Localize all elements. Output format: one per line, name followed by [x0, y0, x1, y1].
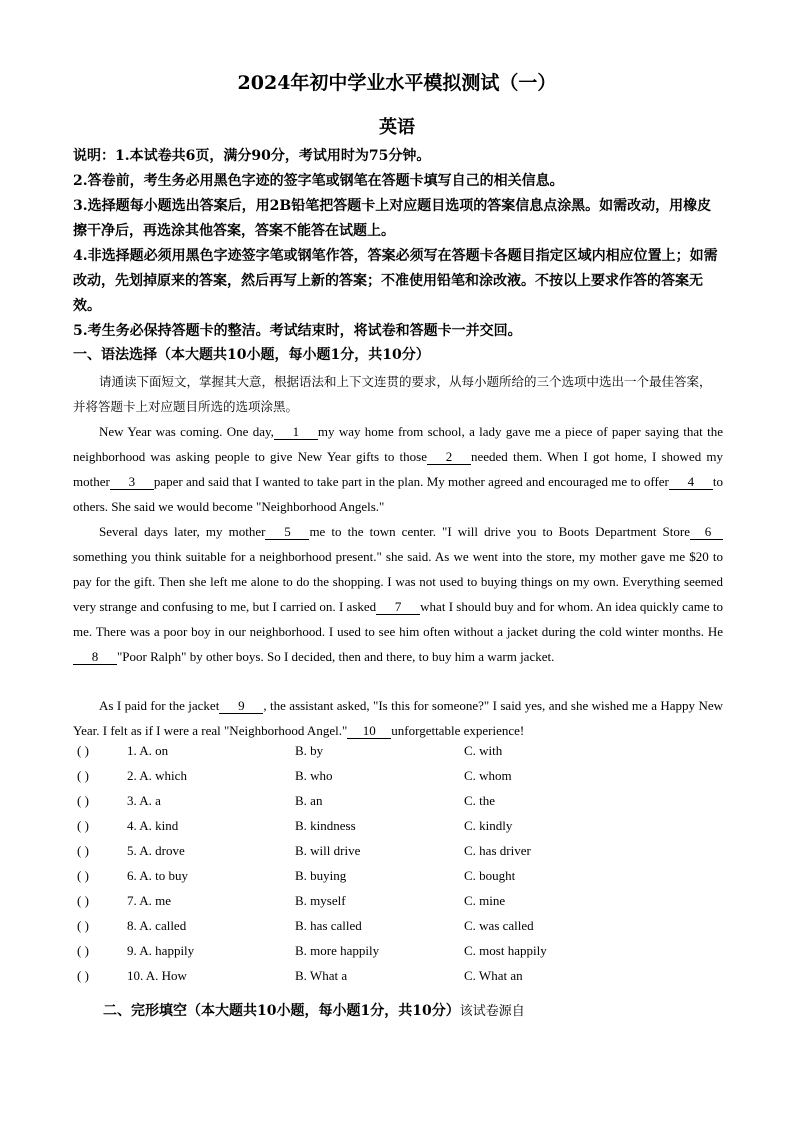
subject-title: 英语: [379, 117, 415, 138]
option-row: [73, 968, 723, 993]
option-c: C. What an: [464, 968, 523, 983]
option-row: [73, 818, 723, 843]
passage-paragraph-1: New Year was coming. One day, 1 my way home from school, a lady gave me a piece of paper saying that the neighborhood was asking people to give New Year gifts to those 2 needed them. When I got home, I showed my mother 3 paper and said that I wanted to take part in the plan. My mother agreed and encouraged me to offer 4 to others. She said we would become "Neighborhood Angels.": [73, 424, 723, 514]
section1-direction: 请通读下面短文，掌握其大意，根据语法和上下文连贯的要求，从每小题所给的三个选项中选出一个最佳答案，并将答题卡上对应题目所选的选项涂黑。: [73, 374, 712, 414]
option-c: C. the: [464, 793, 496, 808]
option-b: B. myself: [295, 893, 346, 908]
option-b: B. kindness: [295, 818, 356, 833]
option-b: B. by: [295, 743, 324, 758]
answer-bracket: ( ): [77, 793, 89, 808]
option-c: C. with: [464, 743, 503, 758]
option-a: 1. A. on: [127, 743, 169, 758]
blank-1: 1: [274, 424, 318, 440]
option-c: C. kindly: [464, 818, 513, 833]
option-a: 9. A. happily: [127, 943, 195, 958]
option-a: 10. A. How: [127, 968, 187, 983]
option-row: [73, 743, 723, 768]
option-b: B. buying: [295, 868, 347, 883]
blank-3: 3: [110, 474, 154, 490]
blank-4: 4: [669, 474, 713, 490]
passage-paragraph-2: Several days later, my mother 5 me to the town center. "I will drive you to Boots Department Store 6something you think suitable for a neighborhood present." she said. As we went into the store, my mother gave me $20 to pay for the gift. Then she left me alone to do the shopping. I was not used to buying things on my own. Everything seemed very strange and confusing to me, but I carried on. I asked 7 what I should buy and for whom. An idea quickly came to me. There was a poor boy in our neighborhood. I used to see him often without a jacket during the cold winter months. He8 "Poor Ralph" by other boys. So I decided, then and there, to buy him a warm jacket.: [73, 524, 723, 664]
option-b: B. What a: [295, 968, 348, 983]
option-b: B. an: [295, 793, 323, 808]
passage-paragraph-3: As I paid for the jacket 9 , the assistant asked, "Is this for someone?" I said yes, and she wished me a Happy New Year. I felt as if I were a real "Neighborhood Angel." 10 unforgettable experience!: [73, 698, 724, 738]
option-row: [73, 868, 723, 893]
option-c: C. was called: [464, 918, 534, 933]
blank-10: 10: [347, 723, 391, 739]
option-a: 8. A. called: [127, 918, 187, 933]
answer-bracket: ( ): [77, 968, 89, 983]
blank-8: 8: [73, 649, 117, 665]
answer-bracket: ( ): [77, 818, 89, 833]
blank-2: 2: [427, 449, 471, 465]
section2-note: 该试卷源自: [459, 1004, 525, 1019]
option-c: C. whom: [464, 768, 512, 783]
blank-7: 7: [376, 599, 420, 615]
option-row: [73, 793, 723, 818]
exam-title: 2024年初中学业水平模拟测试（一）: [237, 72, 557, 94]
answer-bracket: ( ): [77, 868, 89, 883]
option-a: 4. A. kind: [127, 818, 179, 833]
section1-heading: 一、语法选择（本大题共10小题，每小题1分，共10分）: [73, 347, 430, 363]
answer-bracket: ( ): [77, 918, 89, 933]
option-b: B. more happily: [295, 943, 380, 958]
option-b: B. will drive: [295, 843, 361, 858]
option-row: [73, 943, 723, 968]
option-row: [73, 893, 723, 918]
option-row: [73, 918, 723, 943]
option-row: [73, 843, 723, 868]
answer-bracket: ( ): [77, 743, 89, 758]
instruction-4: 4.非选择题必须用黑色字迹签字笔或钢笔作答，答案必须写在答题卡各题目指定区域内相应位置上；如需改动，先划掉原来的答案，然后再写上新的答案；不准使用铅笔和涂改液。不按以上要求作答的答案无效。: [73, 248, 718, 314]
blank-9: 9: [219, 698, 263, 714]
option-a: 3. A. a: [127, 793, 161, 808]
answer-bracket: ( ): [77, 893, 89, 908]
option-b: B. has called: [295, 918, 362, 933]
instruction-5: 5.考生务必保持答题卡的整洁。考试结束时，将试卷和答题卡一并交回。: [73, 323, 522, 339]
instruction-2: 2.答卷前，考生务必用黑色字迹的签字笔或钢笔在答题卡填写自己的相关信息。: [73, 173, 564, 189]
option-a: 7. A. me: [127, 893, 172, 908]
option-a: 2. A. which: [127, 768, 187, 783]
answer-bracket: ( ): [77, 843, 89, 858]
option-a: 6. A. to buy: [127, 868, 189, 883]
answer-bracket: ( ): [77, 943, 89, 958]
option-b: B. who: [295, 768, 333, 783]
blank-6: 6: [690, 524, 723, 540]
option-c: C. bought: [464, 868, 516, 883]
blank-5: 5: [265, 524, 309, 540]
instruction-3: 3.选择题每小题选出答案后，用2B铅笔把答题卡上对应题目选项的答案信息点涂黑。如需改动，用橡皮擦干净后，再选涂其他答案，答案不能答在试题上。: [73, 198, 712, 239]
section2-heading: 二、完形填空（本大题共10小题，每小题1分，共10分）该试卷源自: [103, 1003, 525, 1019]
option-c: C. mine: [464, 893, 506, 908]
option-row: [73, 768, 723, 793]
answer-bracket: ( ): [77, 768, 89, 783]
instruction-1: 说明：1.本试卷共6页，满分90分，考试用时为75分钟。: [73, 148, 431, 164]
option-c: C. has driver: [464, 843, 531, 858]
option-a: 5. A. drove: [127, 843, 185, 858]
option-c: C. most happily: [464, 943, 547, 958]
options-list: [73, 743, 723, 993]
